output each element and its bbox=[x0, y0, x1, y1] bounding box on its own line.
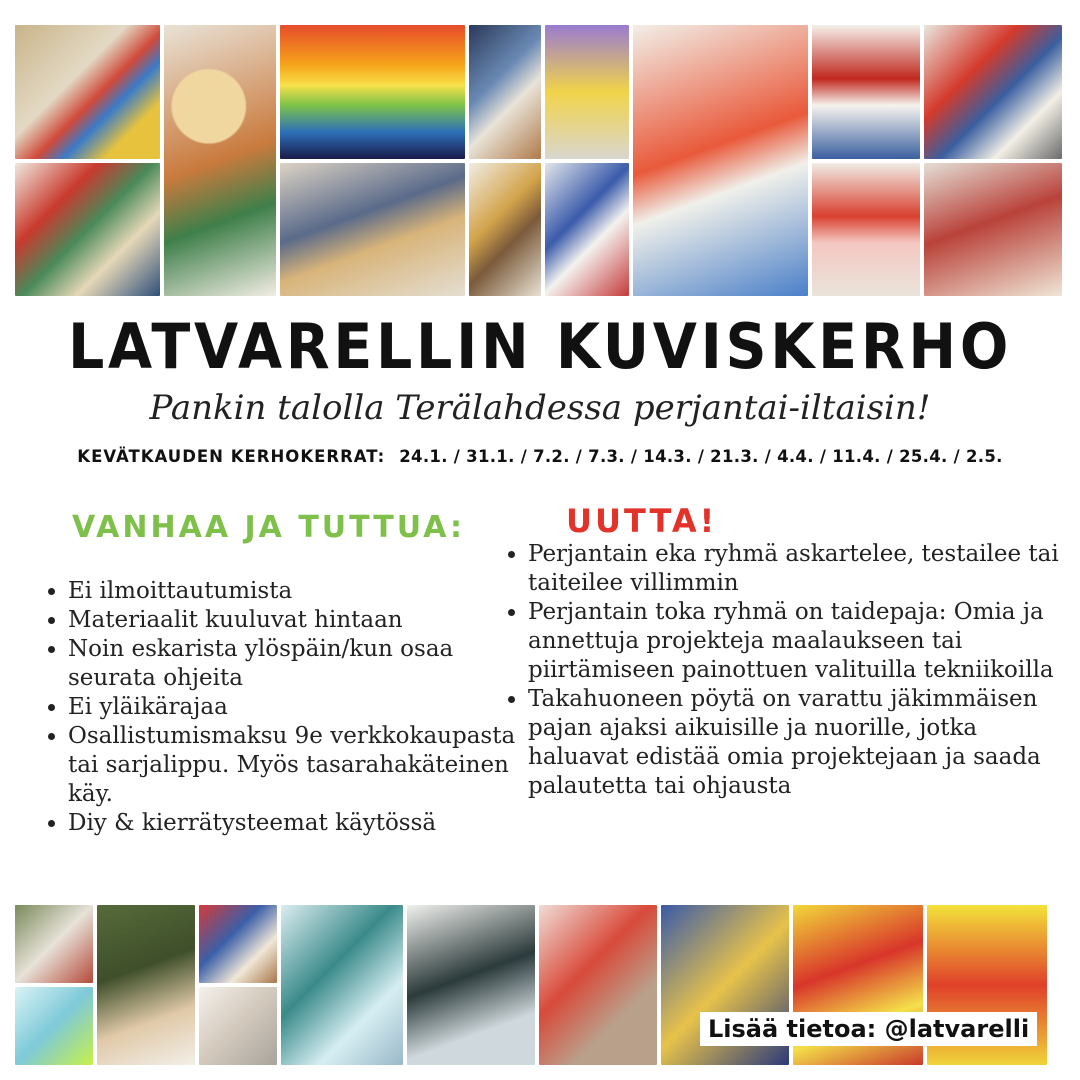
left-column-list bbox=[38, 577, 518, 838]
photo-carrot-craft bbox=[633, 25, 808, 296]
photo-paper-collage bbox=[924, 25, 1062, 159]
list-item: • Perjantain toka ryhmä on taidepaja: Omia ja annettuja projekteja maalaukseen tai piirtämiseen painottuen valituilla tekniikoilla bbox=[528, 598, 1068, 685]
photo-gnome-red bbox=[199, 905, 277, 983]
photo-beads bbox=[15, 25, 160, 159]
photo-leaf-print-dark bbox=[407, 905, 535, 1065]
top-photo-collage bbox=[15, 25, 1050, 296]
page-subtitle: Pankin talolla Terälahdessa perjantai-iltaisin! bbox=[149, 388, 931, 428]
list-item: • Ei ilmoittautumista bbox=[68, 577, 518, 606]
photo-plant-drawing bbox=[469, 163, 541, 297]
photo-frame-craft bbox=[469, 25, 541, 159]
schedule-label: KEVÄTKAUDEN KERHOKERRAT: bbox=[77, 447, 386, 466]
photo-gnome bbox=[97, 905, 195, 1065]
list-item: • Takahuoneen pöytä on varattu jäkimmäisen pajan ajaksi aikuisille ja nuorille, jotka haluavat edistää omia projektejaan ja saada palautetta tai ohjausta bbox=[528, 685, 1068, 801]
schedule-dates: 24.1. / 31.1. / 7.2. / 7.3. / 14.3. / 21.3. / 4.4. / 11.4. / 25.4. / 2.5. bbox=[399, 447, 1003, 466]
right-column-list bbox=[498, 540, 1068, 801]
photo-face-prints bbox=[539, 905, 657, 1065]
photo-knitted-gnome bbox=[15, 905, 93, 983]
list-item: • Materiaalit kuuluvat hintaan bbox=[68, 606, 518, 635]
photo-gnome-small bbox=[199, 987, 277, 1065]
photo-magazine-collage bbox=[924, 163, 1062, 297]
more-info-handle: Lisää tietoa: @latvarelli bbox=[700, 1012, 1037, 1046]
list-item: • Ei yläikärajaa bbox=[68, 693, 518, 722]
list-item: • Noin eskarista ylöspäin/kun osaa seurata ohjeita bbox=[68, 635, 518, 693]
left-column-heading: VANHAA JA TUTTUA: bbox=[72, 510, 465, 545]
page-title: LATVARELLIN KUVISKERHO bbox=[67, 310, 1013, 383]
photo-card bbox=[812, 25, 920, 159]
list-item: • Perjantain eka ryhmä askartelee, testailee tai taiteilee villimmin bbox=[528, 540, 1068, 598]
photo-colorful-craft bbox=[15, 987, 93, 1065]
list-item: • Osallistumismaksu 9e verkkokaupasta tai sarjalippu. Myös tasarahakäteinen käy. bbox=[68, 722, 518, 809]
photo-owl-drawing bbox=[280, 163, 465, 297]
photo-totem-craft bbox=[164, 25, 276, 296]
photo-calendar-grid bbox=[812, 163, 920, 297]
photo-sunset-painting bbox=[280, 25, 465, 159]
list-item: • Diy & kierrätysteemat käytössä bbox=[68, 809, 518, 838]
schedule-line bbox=[0, 447, 1080, 466]
photo-box-animals bbox=[545, 25, 629, 159]
photo-leaf-print bbox=[281, 905, 403, 1065]
photo-box-faces bbox=[545, 163, 629, 297]
right-column-heading: UUTTA! bbox=[566, 502, 718, 540]
photo-beads-2 bbox=[15, 163, 160, 297]
